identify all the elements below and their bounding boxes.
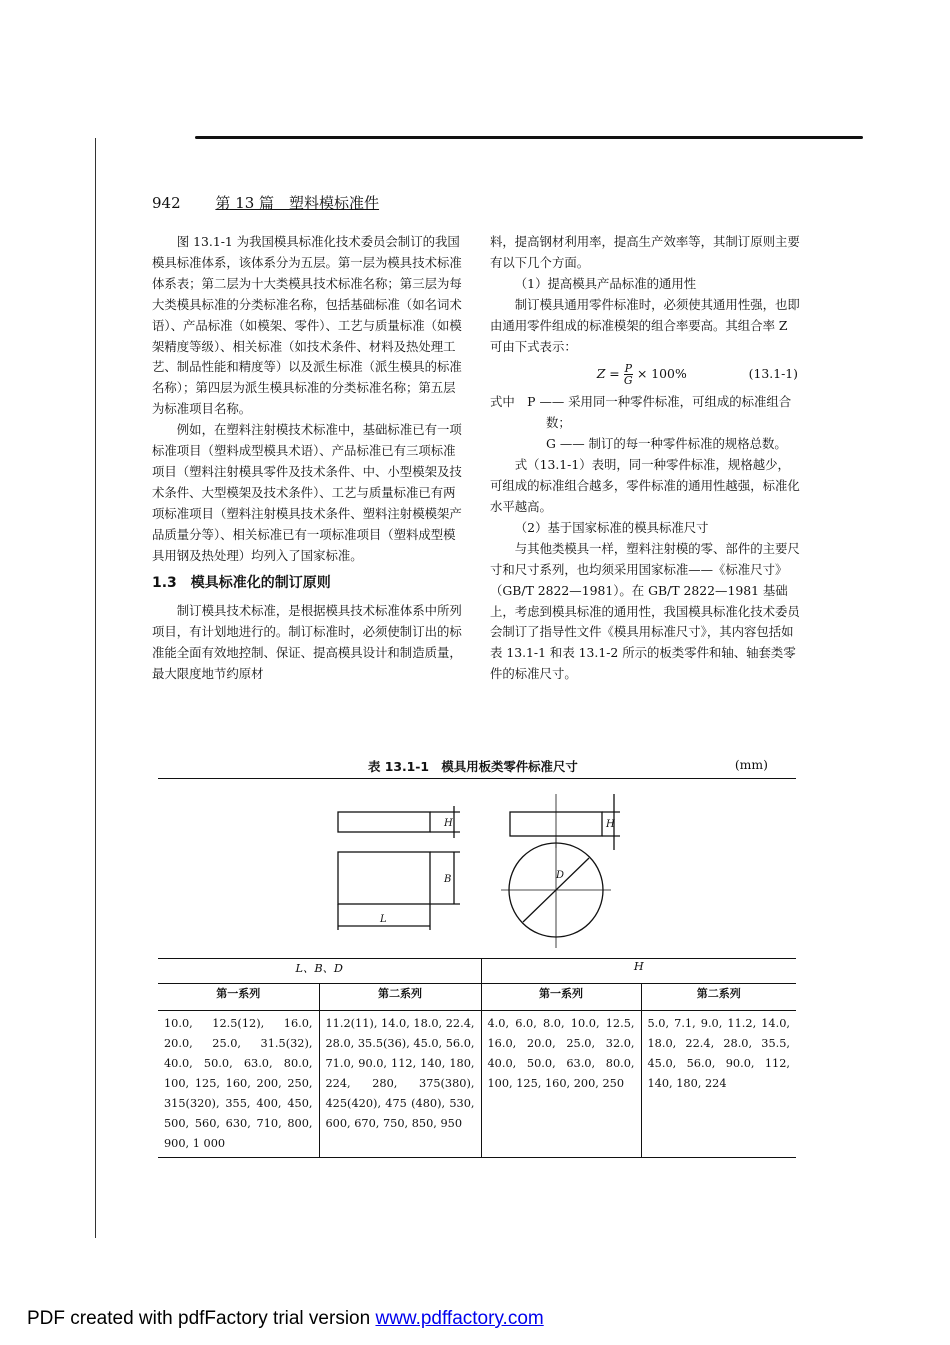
column-header: 第一系列 [158, 984, 319, 1011]
rect-plate-top-view [338, 852, 430, 904]
section-heading: 1.3 模具标准化的制订原则 [152, 574, 331, 591]
header-rule [195, 136, 863, 139]
table-group-header-row [158, 959, 796, 984]
paragraph: 图 13.1-1 为我国模具标准化技术委员会制订的我国模具标准体系，该体系分为五层。第一层为模具技术标准体系表；第二层为十大类模具技术标准名称；第三层为每大类模具标准的分类标准名称，包括基础标准（如名词术语）、产品标准（如模架、零件）、工艺与质量标准（如模架精度等级）、相关标准（如技术条件、材料及热处理工艺、制品性能和精度等）以及派生标准（派生模具的标准名称）；第四层为派生模具标准的分类标准名称；第五层为标准项目名称。 [152, 234, 462, 417]
table-cell: 5.0, 7.1, 9.0, 11.2, 14.0, 18.0, 22.4, 28.0, 35.5, 45.0, 56.0, 90.0, 112, 140, 180, 224 [641, 1011, 796, 1158]
paragraph: 式（13.1-1）表明，同一种零件标准，规格越少，可组成的标准组合越多，零件标准的通用性越强，标准化水平越高。 [490, 457, 800, 514]
right-column [490, 232, 800, 685]
table-cell: 4.0, 6.0, 8.0, 10.0, 12.5, 16.0, 20.0, 25.0, 32.0, 40.0, 50.0, 63.0, 80.0, 100, 125, 160, 200, 250 [481, 1011, 641, 1158]
standard-sizes-table [158, 958, 796, 1158]
column-header: 第二系列 [641, 984, 796, 1011]
variable-definition: 式中 P —— 采用同一种零件标准，可组成的标准组合数； [490, 394, 792, 431]
formula [490, 363, 800, 386]
fraction-denominator: G [623, 374, 633, 388]
variable-definition: G —— 制订的每一种零件标准的规格总数。 [546, 436, 787, 452]
pdf-footer [27, 1308, 544, 1330]
page-number: 942 [152, 194, 181, 212]
label-l: L [380, 914, 387, 925]
margin-rule [95, 138, 96, 1238]
table-top-rule [158, 778, 796, 779]
table-cell: 11.2(11), 14.0, 18.0, 22.4, 28.0, 35.5(36), 45.0, 56.0, 71.0, 90.0, 112, 140, 180, 224, 280, 375(380), 425(420), 475 (480), 530, 600, 670, 750, 850, 950 [319, 1011, 481, 1158]
fraction-numerator: P [624, 362, 633, 376]
label-h-disc: H [606, 819, 615, 830]
paragraph: 料，提高钢材利用率，提高生产效率等，其制订原则主要有以下几个方面。 [490, 234, 800, 270]
label-d: D [556, 870, 565, 881]
paragraph: 与其他类模具一样，塑料注射模的零、部件的主要尺寸和尺寸系列，也均须采用国家标准——《标准尺寸》 （GB/T 2822—1981）。在 GB/T 2822—1981 基础上，考虑到模具标准的通用性，我国模具标准化技术委员会制订了指导性文件《模具用标准尺寸》，其内容包括如表 13.1-1 和表 13.1-2 所示的板类零件和轴、轴套类零件的标准尺寸。 [490, 540, 800, 682]
paragraph: 例如，在塑料注射模技术标准中，基础标准已有一项标准项目（塑料成型模具术语）、产品标准已有三项标准项目（塑料注射模具零件及技术条件、中、小型模架及技术条件、大型模架及技术条件）、工艺与质量标准已有两项标准项目（塑料注射模具技术条件、塑料注射模模架产品质量分等）、相关标准已有一项标准项目（塑料成型模具用钢及热处理）均列入了国家标准。 [152, 422, 462, 563]
left-column [152, 232, 464, 685]
footer-text: PDF created with pdfFactory trial version [27, 1308, 376, 1329]
table-cell: 10.0, 12.5(12), 16.0, 20.0, 25.0, 31.5(32), 40.0, 50.0, 63.0, 80.0, 100, 125, 160, 200, 250, 315(320), 355, 400, 450, 500, 560, 630, 710, 800, 900, 1 000 [158, 1011, 319, 1158]
subheading: （2）基于国家标准的模具标准尺寸 [514, 519, 709, 535]
formula-lhs: Z = [596, 366, 620, 382]
group-header-h: H [481, 959, 796, 984]
formula-expression [596, 362, 691, 388]
equation-number: (13.1-1) [748, 366, 798, 382]
label-h: H [444, 818, 453, 829]
column-header: 第一系列 [481, 984, 641, 1011]
formula-rhs: × 100% [636, 366, 687, 382]
table-unit: (mm) [734, 757, 768, 772]
group-header-lbd: L、B、D [158, 959, 481, 984]
paragraph: 制订模具技术标准，是根据模具技术标准体系中所列项目，有计划地进行的。制订标准时，必须使制订出的标准能全面有效地控制、保证、提高模具设计和制造质量，最大限度地节约原材 [152, 603, 462, 682]
column-header: 第二系列 [319, 984, 481, 1011]
table-column-header-row [158, 984, 796, 1011]
fraction [624, 363, 633, 386]
table-row [158, 1011, 796, 1158]
rect-plate-side-view [338, 812, 430, 832]
plate-dimension-diagram [158, 780, 794, 955]
table-title: 表 13.1-1 模具用板类零件标准尺寸 [368, 759, 578, 774]
subheading: （1）提高模具产品标准的通用性 [514, 275, 697, 291]
section-title: 第 13 篇 塑料模标准件 [215, 194, 380, 212]
page-header [152, 192, 379, 213]
paragraph: 制订模具通用零件标准时，必须使其通用性强，也即由通用零件组成的标准模架的组合率要高。其组合率 Z 可由下式表示： [490, 296, 800, 354]
label-b: B [444, 874, 452, 885]
footer-link[interactable]: www.pdffactory.com [375, 1308, 544, 1329]
